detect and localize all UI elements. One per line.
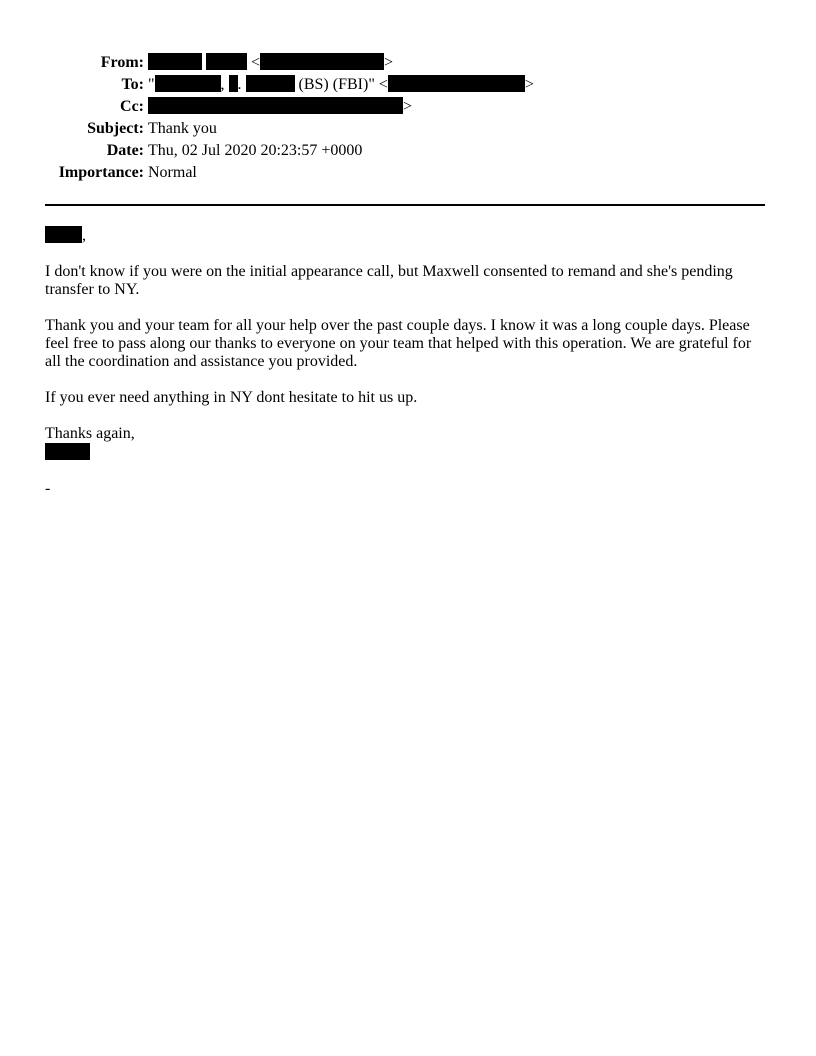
email-body xyxy=(45,226,765,498)
email-header xyxy=(0,52,816,184)
redaction-box xyxy=(45,226,82,243)
date-value: Thu, 02 Jul 2020 20:23:57 +0000 xyxy=(148,142,363,159)
cc-value xyxy=(148,96,412,118)
redaction-box xyxy=(229,75,238,92)
redaction-box xyxy=(148,53,202,70)
to-open-bracket: < xyxy=(378,76,388,93)
signature xyxy=(45,443,765,462)
from-close-bracket: > xyxy=(384,54,394,71)
importance-label: Importance: xyxy=(58,164,144,181)
date-row xyxy=(0,140,816,162)
importance-value: Normal xyxy=(148,164,197,181)
body-paragraph: If you ever need anything in NY dont hesitate to hit us up. xyxy=(45,389,418,406)
to-dot: . xyxy=(237,76,242,93)
subject-value: Thank you xyxy=(148,120,217,137)
redaction-box xyxy=(45,443,90,460)
subject-label: Subject: xyxy=(87,120,144,137)
trailer-dash: - xyxy=(45,480,51,497)
from-value xyxy=(148,52,393,74)
to-quote-open: " xyxy=(148,76,155,93)
to-comma: , xyxy=(220,76,225,93)
to-label: To: xyxy=(121,76,144,93)
redaction-box xyxy=(155,75,221,92)
from-label: From: xyxy=(100,54,144,71)
salutation xyxy=(45,226,765,245)
body-paragraph: I don't know if you were on the initial appearance call, but Maxwell consented to remand and she's pending transfer to NY. xyxy=(45,263,733,298)
cc-label: Cc: xyxy=(120,98,144,115)
redaction-box xyxy=(260,53,384,70)
redaction-box xyxy=(388,75,525,92)
to-suffix: (BS) (FBI)" xyxy=(298,76,375,93)
from-open-bracket: < xyxy=(251,54,261,71)
salutation-punct: , xyxy=(82,227,86,244)
cc-close-bracket: > xyxy=(403,98,413,115)
from-row xyxy=(0,52,816,74)
to-row xyxy=(0,74,816,96)
to-close-bracket: > xyxy=(524,76,534,93)
subject-row xyxy=(0,118,816,140)
to-value xyxy=(148,74,534,96)
cc-row xyxy=(0,96,816,118)
redaction-box xyxy=(206,53,247,70)
importance-row xyxy=(0,162,816,184)
closing-line: Thanks again, xyxy=(45,425,135,442)
body-paragraph: Thank you and your team for all your help over the past couple days. I know it was a long couple days. Please feel free to pass along our thanks to everyone on your team that helped with this operation. We are grateful for all the coordination and assistance you provided. xyxy=(45,317,752,370)
redaction-box xyxy=(148,97,403,114)
date-label: Date: xyxy=(106,142,144,159)
header-divider xyxy=(45,204,765,206)
redaction-box xyxy=(246,75,295,92)
